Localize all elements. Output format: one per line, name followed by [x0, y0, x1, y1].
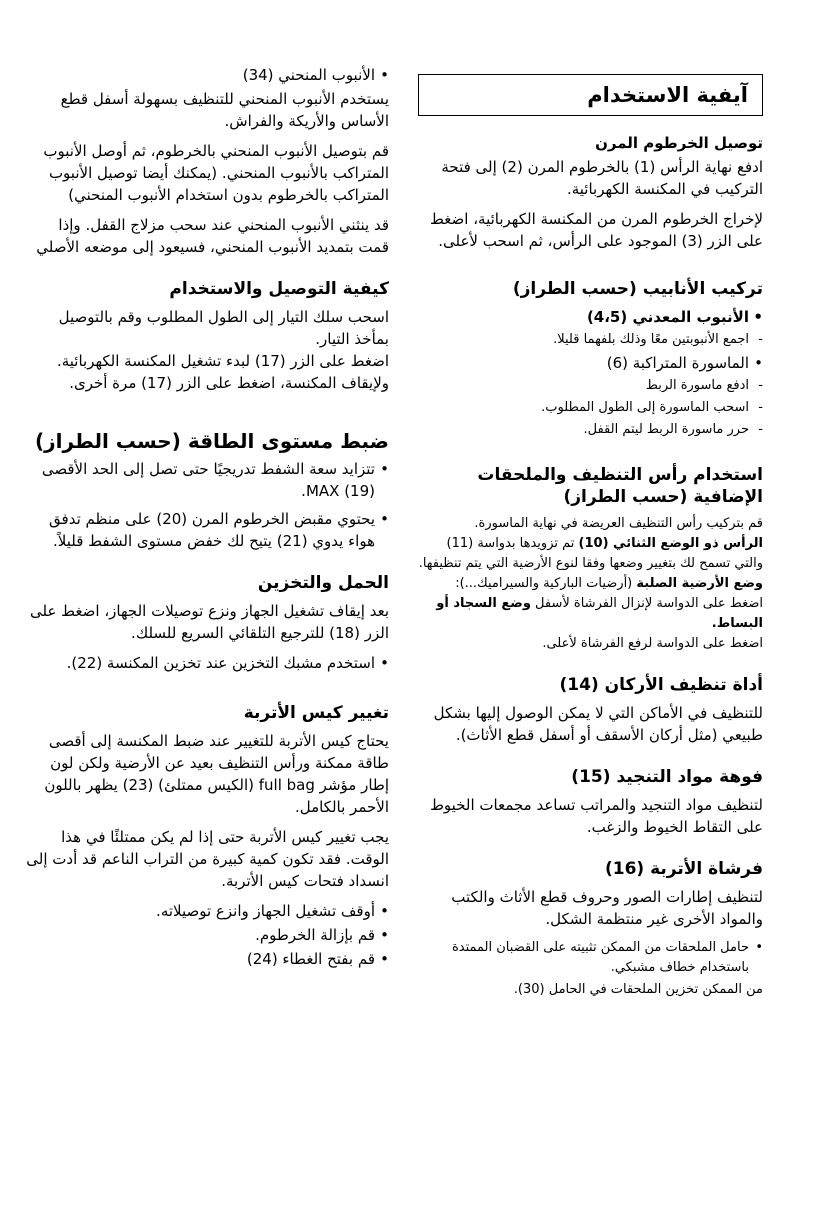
dust-bag-paragraph-2: يجب تغيير كيس الأتربة حتى إذا لم يكن ممتلئًا في هذا الوقت. فقد تكون كمية كبيرة من التراب الناعم قد أدت إلى انسداد فتحات كيس الأتربة.: [26, 828, 389, 890]
connect-use-heading: كيفية التوصيل والاستخدام: [169, 279, 389, 299]
carpet-line: [418, 594, 763, 634]
tubes-heading: تركيب الأنابيب (حسب الطراز): [512, 279, 763, 299]
hard-floor-line: [418, 574, 763, 594]
accessories-line-1: قم بتركيب رأس التنظيف العريضة في نهاية الماسورة.: [474, 516, 763, 531]
right-column: [418, 64, 763, 1000]
metal-tube-step: - اجمع الأنبوبتين معًا وذلك بلفهما قليلا.: [418, 330, 763, 350]
power-item-2: • يحتوي مقبض الخرطوم المرن (20) على منظم تدفق هواء يدوي (21) يتيح لك خفض مستوى الشفط قليلاً.: [24, 508, 389, 552]
dust-bag-step-3: • قم بفتح الغطاء (24): [24, 948, 389, 970]
power-level-heading: ضبط مستوى الطاقة (حسب الطراز): [35, 429, 389, 453]
carry-item: • استخدم مشبك التخزين عند تخزين المكنسة (22).: [24, 652, 389, 674]
connect-line-3: ولإيقاف المكنسة، اضغط على الزر (17) مرة أخرى.: [69, 374, 389, 392]
dual-mode-line: [418, 534, 763, 574]
accessories-paragraph: [418, 514, 763, 654]
curved-tube-paragraph-3: قد ينثني الأنبوب المنحني عند سحب مزلاج القفل. وإذا قمت بتمديد الأنبوب المنحني، فسيعود إلى موضعه الأصلي: [36, 216, 389, 256]
dust-bag-heading: تغيير كيس الأتربة: [243, 703, 389, 723]
carry-paragraph: بعد إيقاف تشغيل الجهاز ونزع توصيلات الجهاز، اضغط على الزر (18) للترجيع التلقائي السريع للسلك.: [30, 602, 389, 642]
upholstery-paragraph: لتنظيف مواد التنجيد والمراتب تساعد مجمعات الخيوط على التقاط الخيوط والزغب.: [430, 796, 763, 836]
carry-storage-heading: الحمل والتخزين: [257, 573, 389, 593]
hose-paragraph-2: لإخراج الخرطوم المرن من المكنسة الكهربائية، اضغط على الزر (3) الموجود على الرأس، ثم اسحب لأعلى.: [430, 210, 763, 250]
accessory-holder-item: • حامل الملحقات من الممكن تثبيته على القضبان الممتدة باستخدام خطاف مشبكي.: [418, 938, 763, 978]
crevice-tool-paragraph: للتنظيف في الأماكن التي لا يمكن الوصول إليها بشكل طبيعي (مثل أركان الأسقف أو أسفل قطع الأثاث).: [433, 704, 763, 744]
hose-heading: توصيل الخرطوم المرن: [595, 134, 763, 152]
carpet-mode-label: وضع السجاد أو البساط.: [436, 596, 763, 631]
telescopic-tube-item: • الماسورة المتراكبة (6): [418, 352, 763, 374]
curved-tube-paragraph-2: قم بتوصيل الأنبوب المنحني بالخرطوم، ثم أوصل الأنبوب المتراكب بالأنبوب المنحني. (يمكنك أيضا توصيل الأنبوب المتراكب بالخرطوم بدون استخدام الأنبوب المنحني): [43, 142, 389, 204]
power-item-1: • تتزايد سعة الشفط تدريجيًا حتى تصل إلى الحد الأقصى MAX (19).: [24, 458, 389, 502]
press-upper-line: اضغط على الدواسة لرفع الفرشاة لأعلى.: [542, 636, 763, 651]
hard-floor-text: (أرضيات الباركية والسيراميك...):: [455, 576, 633, 591]
connect-line-1: اسحب سلك التيار إلى الطول المطلوب وقم بالتوصيل بمأخذ التيار.: [58, 308, 389, 348]
dust-bag-paragraph-1: يحتاج كيس الأتربة للتغيير عند ضبط المكنسة إلى أقصى طاقة ممكنة ورأس التنظيف بعيد عن الأرضية ولكن لون إطار مؤشر full bag (الكيس ممتلئ) (23) يظهر باللون الأحمر بالكامل.: [44, 732, 389, 816]
metal-tube-item: • الأنبوب المعدني (4،5): [418, 306, 763, 328]
hose-paragraph-1: ادفع نهاية الرأس (1) بالخرطوم المرن (2) إلى فتحة التركيب في المكنسة الكهربائية.: [441, 158, 763, 198]
dual-mode-label: الرأس ذو الوضع الثنائي (10): [578, 536, 763, 551]
dust-brush-paragraph: لتنظيف إطارات الصور وحروف قطع الأثاث والكتب والمواد الأخرى غير منتظمة الشكل.: [451, 888, 763, 928]
accessories-heading: استخدام رأس التنظيف والملحقات الإضافية (حسب الطراز): [477, 465, 763, 507]
curved-tube-item: • الأنبوب المنحني (34): [24, 64, 389, 86]
press-lower-text: اضغط على الدواسة لإنزال الفرشاة لأسفل: [535, 596, 763, 611]
dust-bag-step-1: • أوقف تشغيل الجهاز وانزع توصيلاته.: [24, 900, 389, 922]
upholstery-heading: فوهة مواد التنجيد (15): [571, 767, 763, 787]
crevice-tool-heading: أداة تنظيف الأركان (14): [559, 675, 763, 695]
dust-bag-step-2: • قم بإزالة الخرطوم.: [24, 924, 389, 946]
curved-tube-paragraph-1: يستخدم الأنبوب المنحني للتنظيف بسهولة أسفل قطع الأساس والأريكة والفراش.: [60, 90, 389, 130]
dust-brush-heading: فرشاة الأتربة (16): [604, 859, 763, 879]
left-column: [24, 64, 389, 972]
hard-floor-label: وضع الأرضية الصلبة: [636, 576, 763, 591]
telescopic-step-1: - ادفع ماسورة الربط: [418, 376, 763, 396]
section-title-box: آيفية الاستخدام: [418, 74, 763, 116]
telescopic-step-2: - اسحب الماسورة إلى الطول المطلوب.: [418, 398, 763, 418]
telescopic-step-3: - حرر ماسورة الربط ليتم القفل.: [418, 420, 763, 440]
accessory-storage-line: من الممكن تخزين الملحقات في الحامل (30).: [513, 982, 763, 997]
dual-mode-text: تم تزويدها بدواسة (11) والتي تسمح لك بتغيير وضعها وفقا لنوع الأرضية التي يتم تنظيفها.: [418, 536, 763, 571]
connect-line-2: اضغط على الزر (17) لبدء تشغيل المكنسة الكهربائية.: [56, 352, 389, 370]
